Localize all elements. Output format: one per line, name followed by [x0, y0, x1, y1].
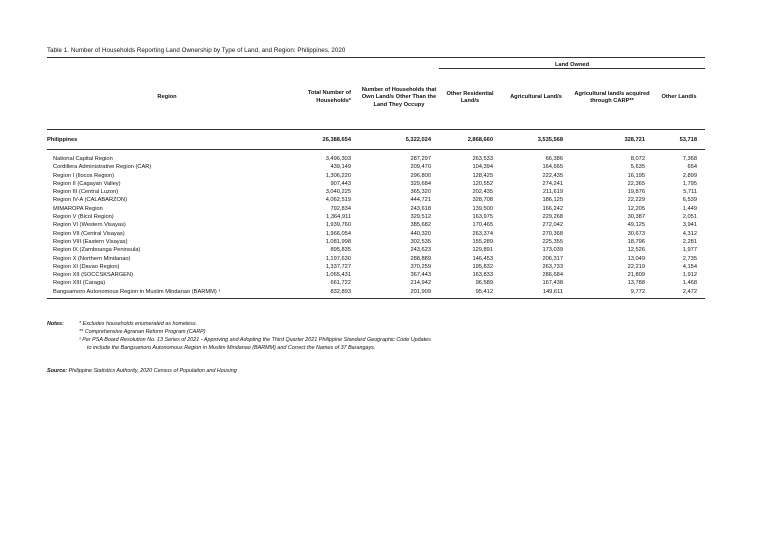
cell-own-other: 288,889	[410, 255, 431, 262]
table-row	[47, 196, 705, 204]
cell-agri: 66,386	[545, 156, 563, 162]
cell-carp: 9,772	[571, 288, 653, 299]
cell-carp: 12,526	[627, 247, 645, 254]
cell-total: 26,388,654	[287, 130, 359, 150]
cell-carp: 30,387	[627, 214, 645, 221]
cell-own-other: 201,909	[359, 288, 439, 299]
cell-other: 1,977	[682, 247, 697, 254]
region-name: Region XIII (Caraga)	[53, 280, 106, 287]
cell-total: 3,496,303	[325, 156, 351, 162]
cell-carp: 19,876	[627, 189, 645, 196]
table-row	[47, 271, 705, 279]
cell-agri: 225,355	[542, 238, 563, 245]
source-text: Philippine Statistics Authority, 2020 Census of Population and Housing	[68, 368, 237, 374]
cell-other: 654	[687, 164, 697, 171]
cell-own-other: 287,297	[410, 156, 431, 162]
region-name: Region XI (Davao Region)	[53, 263, 120, 270]
cell-total: 895,835	[330, 247, 351, 254]
cell-own-other: 329,684	[410, 180, 431, 187]
region-name: Region VI (Western Visayas)	[53, 222, 126, 229]
cell-carp: 13,788	[627, 280, 645, 287]
cell-own-other: 440,320	[410, 230, 431, 237]
cell-agri: 270,368	[542, 230, 563, 237]
region-name: Region III (Central Luzon)	[53, 189, 119, 196]
cell-own-other: 302,535	[410, 238, 431, 245]
header-total-households: Total Number of Households*	[287, 69, 359, 130]
cell-other: 4,312	[682, 230, 697, 237]
cell-total: 1,939,760	[325, 222, 351, 229]
cell-other-res: 170,465	[472, 222, 493, 229]
header-other-residential: Other Residential Land/s	[439, 69, 501, 130]
header-agricultural: Agricultural Land/s	[501, 69, 571, 130]
cell-other-res: 2,868,660	[439, 130, 501, 150]
cell-total: 832,893	[287, 288, 359, 299]
cell-other: 6,539	[682, 197, 697, 204]
cell-agri: 263,733	[542, 263, 563, 270]
cell-total: 907,443	[330, 180, 351, 187]
cell-total: 1,966,054	[325, 230, 351, 237]
cell-total: 1,065,431	[325, 272, 351, 279]
cell-agri: 3,535,568	[501, 130, 571, 150]
cell-own-other: 367,443	[410, 272, 431, 279]
cell-agri: 149,611	[501, 288, 571, 299]
table-row	[47, 263, 705, 271]
column-header-row	[47, 69, 705, 130]
cell-agri: 167,438	[542, 280, 563, 287]
cell-agri: 186,125	[542, 197, 563, 204]
table-row	[47, 150, 705, 164]
source-line	[47, 368, 237, 374]
table-row	[47, 188, 705, 196]
header-carp: Agricultural land/s acquired through CARP**	[571, 69, 653, 130]
cell-carp: 18,796	[627, 238, 645, 245]
region-name: Region X (Northern Mindanao)	[53, 255, 131, 262]
cell-other: 2,899	[682, 172, 697, 179]
table-row	[47, 221, 705, 229]
cell-agri: 166,242	[542, 205, 563, 212]
land-owned-label: Land Owned	[439, 58, 705, 69]
cell-carp: 22,219	[627, 263, 645, 270]
cell-agri: 286,684	[542, 272, 563, 279]
cell-agri: 206,317	[542, 255, 563, 262]
cell-own-other: 329,512	[410, 214, 431, 221]
cell-total: 439,149	[330, 164, 351, 171]
cell-other: 53,718	[653, 130, 705, 150]
table-row	[47, 213, 705, 221]
cell-other-res: 263,374	[472, 230, 493, 237]
table-row	[47, 288, 705, 299]
source-label: Source:	[47, 368, 68, 374]
cell-total: 661,722	[330, 280, 351, 287]
cell-carp: 49,125	[627, 222, 645, 229]
header-households-own-other-land: Number of Households that Own Land/s Other Than the Land They Occupy	[359, 69, 439, 130]
cell-agri: 173,039	[542, 247, 563, 254]
cell-other-res: 128,425	[472, 172, 493, 179]
land-owned-row	[47, 58, 705, 69]
cell-carp: 8,072	[630, 156, 645, 162]
region-name: Region VIII (Eastern Visayas)	[53, 238, 128, 245]
region-name: Region II (Cagayan Valley)	[53, 180, 121, 187]
table-row	[47, 238, 705, 246]
cell-carp: 5,635	[630, 164, 645, 171]
cell-other-res: 95,412	[439, 288, 501, 299]
cell-other-res: 129,891	[472, 247, 493, 254]
region-rows	[47, 150, 705, 299]
note-3-continued: to include the Bangsamoro Autonomous Region in Muslim Mindanao (BARMM) and Correct the Names of 37 Barangays.	[87, 345, 376, 351]
region-name: Bangsamoro Autonomous Region in Muslim Mindanao (BARMM) ¹	[47, 288, 287, 299]
cell-other-res: 139,500	[472, 205, 493, 212]
cell-total: 1,364,911	[326, 214, 351, 221]
cell-agri: 272,042	[542, 222, 563, 229]
cell-own-other: 214,942	[410, 280, 431, 287]
region-name: Region IX (Zamboanga Peninsula)	[53, 247, 141, 254]
header-other-lands: Other Land/s	[653, 69, 705, 130]
land-ownership-table	[47, 57, 705, 299]
cell-total: 1,337,727	[325, 263, 351, 270]
cell-other-res: 104,394	[472, 164, 493, 171]
cell-other: 1,912	[682, 272, 697, 279]
cell-other: 2,735	[682, 255, 697, 262]
cell-carp: 22,229	[627, 197, 645, 204]
cell-other-res: 202,435	[472, 189, 493, 196]
cell-other-res: 195,832	[472, 263, 493, 270]
cell-other: 4,154	[682, 263, 697, 270]
region-name: National Capital Region	[53, 156, 113, 162]
cell-carp: 328,721	[571, 130, 653, 150]
cell-carp: 13,049	[627, 255, 645, 262]
table-row	[47, 230, 705, 238]
cell-carp: 16,195	[627, 172, 645, 179]
cell-own-other: 365,320	[410, 189, 431, 196]
cell-total: 1,197,630	[325, 255, 351, 262]
notes-label: Notes:	[47, 321, 64, 327]
region-name: Region XII (SOCCSKSARGEN)	[53, 272, 133, 279]
header-region: Region	[47, 69, 287, 130]
cell-own-other: 444,721	[410, 197, 431, 204]
cell-own-other: 370,259	[410, 263, 431, 270]
cell-total: 3,040,225	[325, 189, 351, 196]
cell-total: 4,062,519	[325, 197, 351, 204]
table-row	[47, 205, 705, 213]
cell-own-other: 385,682	[410, 222, 431, 229]
national-row	[47, 130, 705, 150]
cell-own-other: 296,800	[410, 172, 431, 179]
cell-own-other: 243,623	[410, 247, 431, 254]
table-row	[47, 163, 705, 171]
cell-other: 2,051	[682, 214, 697, 221]
cell-agri: 222,435	[542, 172, 563, 179]
cell-carp: 21,809	[627, 272, 645, 279]
cell-agri: 274,241	[542, 180, 563, 187]
cell-total: 1,081,998	[325, 238, 351, 245]
cell-other-res: 155,289	[472, 238, 493, 245]
cell-agri: 211,619	[542, 189, 563, 196]
cell-other: 3,941	[682, 222, 697, 229]
cell-other: 2,281	[682, 238, 697, 245]
table-row	[47, 172, 705, 180]
cell-other: 2,472	[653, 288, 705, 299]
table-title: Table 1. Number of Households Reporting Land Ownership by Type of Land, and Region: Philippines, 2020	[47, 47, 346, 54]
cell-own-other: 243,618	[410, 205, 431, 212]
cell-own-other: 5,322,024	[359, 130, 439, 150]
cell-agri: 164,665	[542, 164, 563, 171]
note-2: ** Comprehensive Agrarian Reform Program (CARP)	[79, 329, 206, 335]
note-1: * Excludes households enumerated as homeless.	[79, 321, 198, 327]
cell-other: 5,711	[683, 189, 697, 196]
region-name: MIMAROPA Region	[53, 205, 103, 212]
cell-agri: 229,268	[542, 214, 563, 221]
cell-total: 1,306,220	[325, 172, 351, 179]
cell-other-res: 328,708	[472, 197, 493, 204]
cell-other: 1,795	[682, 180, 697, 187]
table-row	[47, 180, 705, 188]
region-name: Philippines	[47, 130, 287, 150]
cell-other-res: 163,833	[472, 272, 493, 279]
region-name: Region VII (Central Visayas)	[53, 230, 125, 237]
table-row	[47, 279, 705, 287]
notes	[47, 320, 431, 352]
cell-carp: 12,205	[627, 205, 645, 212]
cell-other-res: 263,533	[472, 156, 493, 162]
region-name: Cordillera Administrative Region (CAR)	[53, 164, 152, 171]
table-row	[47, 246, 705, 254]
cell-total: 792,834	[330, 205, 351, 212]
region-name: Region I (Ilocos Region)	[53, 172, 115, 179]
cell-carp: 30,673	[627, 230, 645, 237]
cell-carp: 22,365	[627, 180, 645, 187]
cell-other: 1,449	[682, 205, 697, 212]
cell-own-other: 209,470	[410, 164, 431, 171]
region-name: Region V (Bicol Region)	[53, 214, 114, 221]
cell-other-res: 96,589	[475, 280, 493, 287]
cell-other: 7,368	[682, 156, 697, 162]
table-row	[47, 255, 705, 263]
cell-other: 1,468	[682, 280, 697, 287]
cell-other-res: 163,975	[472, 214, 493, 221]
region-name: Region IV-A (CALABARZON)	[53, 197, 127, 204]
cell-other-res: 146,453	[472, 255, 493, 262]
cell-other-res: 120,552	[472, 180, 493, 187]
note-3: ¹ Per PSA Board Resolution No. 13 Series of 2021 - Approving and Adopting the Third Quarter 2021 Philippine Standard Geographic Code Updates	[79, 337, 431, 343]
